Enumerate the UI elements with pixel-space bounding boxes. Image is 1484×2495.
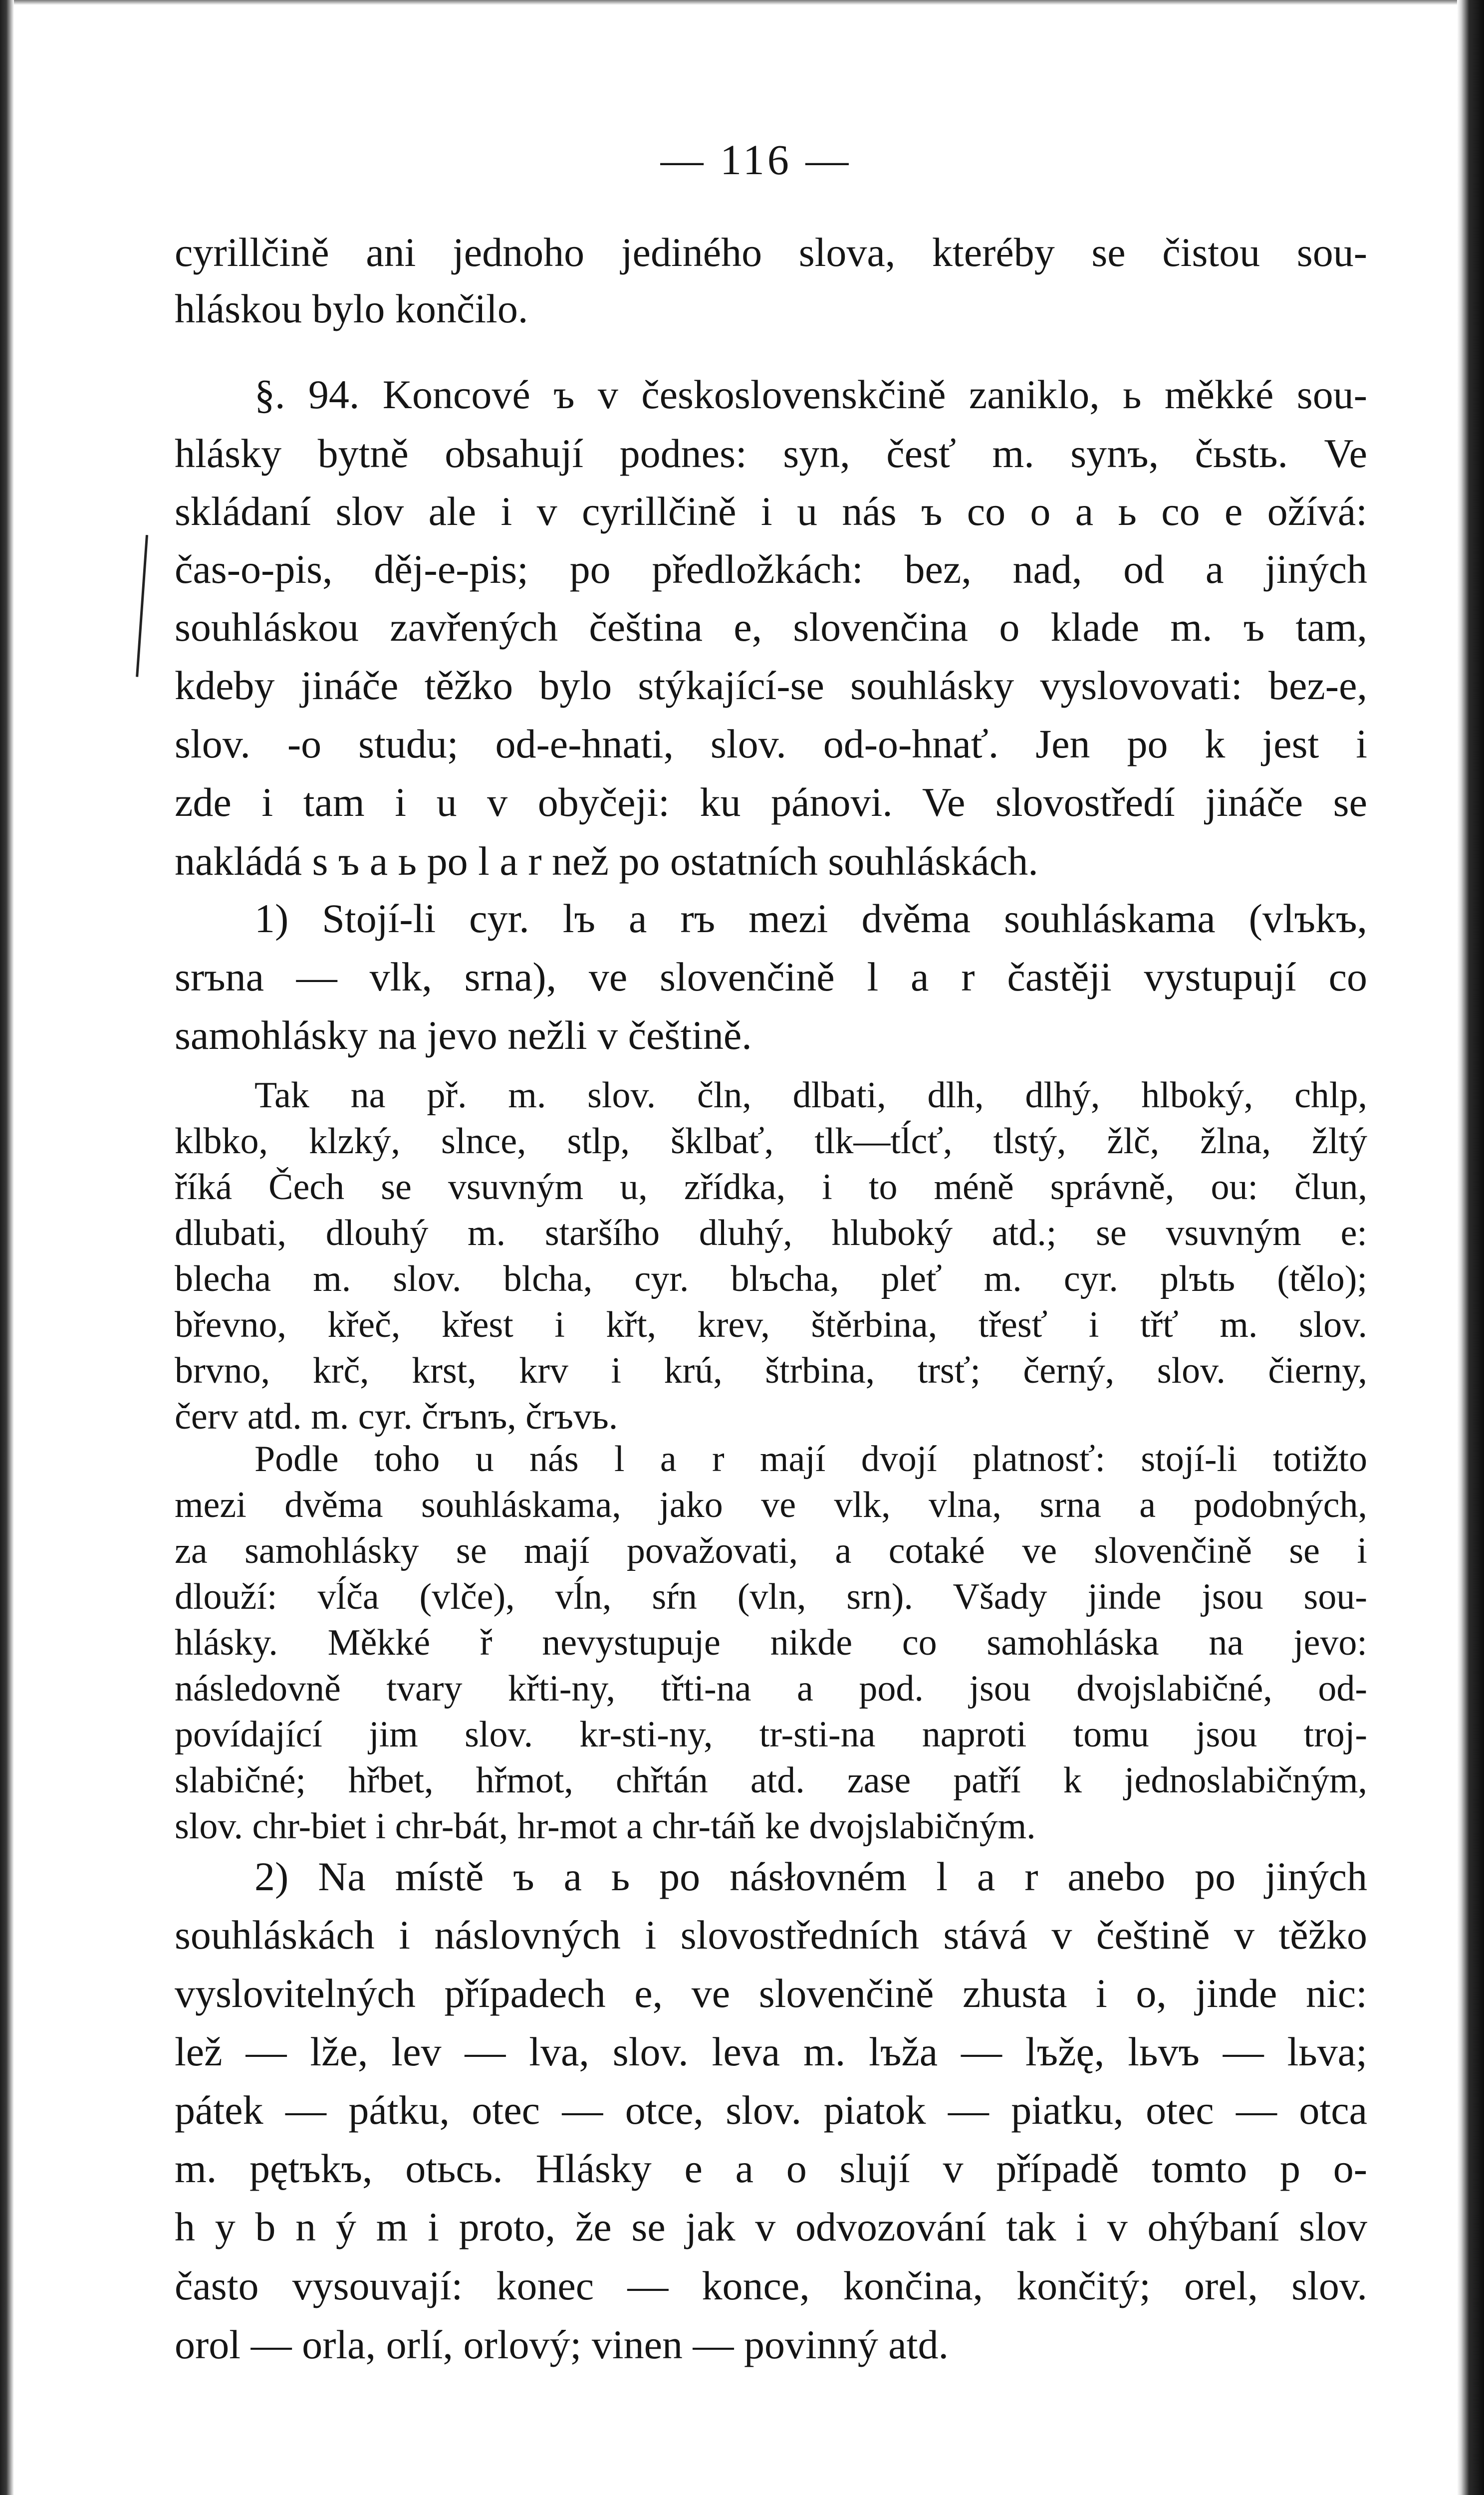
scan-left-edge: [0, 0, 14, 2495]
text-line: skládaní slov ale i v cyrillčině i u nás ъ co o a ь co e ožívá:: [175, 489, 1367, 534]
text-line: slov. -o studu; od-e-hnati, slov. od-o-hnať. Jen po k jest i: [175, 721, 1367, 766]
text-line: klbko, klzký, slnce, stlp, šklbať, tlk—tĺcť, tlstý, žlč, žlna, žltý: [175, 1121, 1367, 1162]
text-line: slov. chr-biet i chr-bát, hr-mot a chr-táň ke dvojslabičným.: [175, 1806, 1036, 1847]
text-line: břevno, křeč, křest i křt, krev, štěrbina, třesť i třť m. slov.: [175, 1304, 1367, 1345]
text-line: mezi dvěma souhláskama, jako ve vlk, vlna, srna a podobných,: [175, 1485, 1367, 1525]
text-line: povídající jim slov. kr-sti-ny, tr-sti-na naproti tomu jsou troj-: [175, 1714, 1367, 1755]
text-line: h y b n ý m i proto, že se jak v odvozování tak i v ohýbaní slov: [175, 2204, 1367, 2249]
text-line: 2) Na místě ъ a ь po násłovném l a r anebo po jiných: [254, 1854, 1367, 1899]
text-line: dlouží: vĺča (vlče), vĺn, sŕn (vln, srn). Všady jinde jsou sou-: [175, 1576, 1367, 1617]
text-line: 1) Stojí-li cyr. lъ a rъ mezi dvěma souhláskama (vlъkъ,: [254, 896, 1367, 941]
margin-pencil-mark: [136, 535, 148, 677]
text-line: Tak na př. m. slov. čln, dlbati, dlh, dlhý, hlboký, chlp,: [254, 1075, 1367, 1116]
text-line: kdeby jináče těžko bylo stýkající-se souhlásky vyslovovati: bez-e,: [175, 663, 1367, 708]
text-line: zde i tam i u v obyčeji: ku pánovi. Ve slovostředí jináče se: [175, 779, 1367, 825]
text-line: čas-o-pis, děj-e-pis; po předložkách: bez, nad, od a jiných: [175, 546, 1367, 592]
text-line: m. pętъkъ, otьcь. Hlásky e a o slují v případě tomto p o-: [175, 2146, 1367, 2191]
page-number: — 116 —: [660, 136, 852, 184]
scan-top-edge: [0, 0, 1484, 5]
text-line: orol — orla, orlí, orlový; vinen — povinný atd.: [175, 2322, 949, 2367]
text-line: následovně tvary křti-ny, třti-na a pod. jsou dvojslabičné, od-: [175, 1668, 1367, 1709]
text-line: říká Čech se vsuvným u, zřídka, i to méně správně, ou: člun,: [175, 1167, 1367, 1208]
text-line: za samohlásky se mají považovati, a cotaké ve slovenčině se i: [175, 1530, 1367, 1571]
text-line: §. 94. Koncové ъ v československčině zaniklo, ь měkké sou-: [254, 372, 1367, 417]
text-line: nakládá s ъ a ь po l a r než po ostatních souhláskách.: [175, 838, 1038, 884]
text-line: brvno, krč, krst, krv i krú, štrbina, trsť; černý, slov. čierny,: [175, 1350, 1367, 1391]
text-line: pátek — pátku, otec — otce, slov. piatok — piatku, otec — otca: [175, 2087, 1367, 2133]
text-line: lež — lže, lev — lva, slov. leva m. lъža — lъžę, lьvъ — lьva;: [175, 2029, 1367, 2074]
text-line: Podle toho u nás l a r mají dvojí platnosť: stojí-li totižto: [254, 1439, 1367, 1480]
text-line: červ atd. m. cyr. črъnъ, črъvь.: [175, 1396, 618, 1437]
text-line: hlásky bytně obsahují podnes: syn, česť m. synъ, čьstь. Ve: [175, 431, 1367, 476]
text-line: slabičné; hřbet, hřmot, chřtán atd. zase patří k jednoslabičným,: [175, 1760, 1367, 1801]
text-line: dlubati, dlouhý m. staršího dluhý, hluboký atd.; se vsuvným e:: [175, 1213, 1367, 1253]
text-line: samohlásky na jevo nežli v češtině.: [175, 1012, 752, 1058]
scan-right-edge: [1457, 0, 1484, 2495]
text-line: souhláskách i náslovných i slovostředních stává v češtině v těžko: [175, 1912, 1367, 1958]
text-line: cyrillčině ani jednoho jediného slova, kteréby se čistou sou-: [175, 230, 1367, 275]
text-line: hláskou bylo končilo.: [175, 286, 528, 331]
text-line: blecha m. slov. blcha, cyr. blъcha, pleť m. cyr. plъtь (tělo);: [175, 1258, 1367, 1299]
text-line: hlásky. Měkké ř nevystupuje nikde co samohláska na jevo:: [175, 1622, 1367, 1663]
text-line: srъna — vlk, srna), ve slovenčině l a r častěji vystupují co: [175, 954, 1367, 999]
text-line: často vysouvají: konec — konce, končina, končitý; orel, slov.: [175, 2263, 1367, 2308]
text-line: souhláskou zavřených čeština e, slovenčina o klade m. ъ tam,: [175, 604, 1367, 650]
text-line: vyslovitelných případech e, ve slovenčině zhusta i o, jinde nic:: [175, 1971, 1367, 2016]
